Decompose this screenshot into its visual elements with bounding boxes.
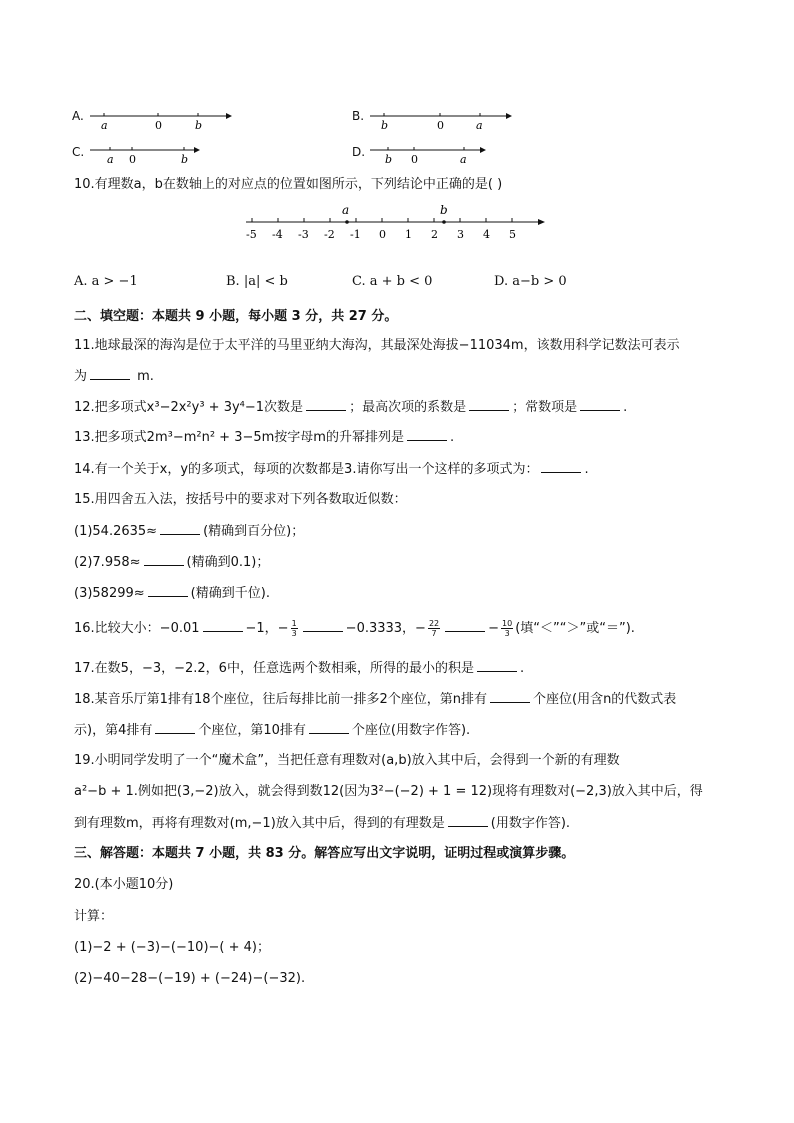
question-14-text-b: . bbox=[584, 462, 589, 477]
question-20-title: 20.(本小题10分) bbox=[74, 877, 174, 892]
tick-label: 1 bbox=[405, 228, 412, 241]
question-19-line2: a²−b + 1.例如把(3,−2)放入，就会得到数12(因为3²−(−2) + 1 = 12)现将有理数对(−2,3)放入其中后，得 bbox=[74, 784, 703, 799]
option-d bbox=[352, 142, 492, 166]
question-11-line1: 11.地球最深的海沟是位于太平洋的马里亚纳大海沟，其最深处海拔−11034m，该数用科学记数法可表示 bbox=[74, 338, 680, 353]
question-15-item-2-note: (精确到0.1)； bbox=[186, 555, 270, 570]
question-16-text-d: − bbox=[488, 621, 500, 636]
numerator: 10 bbox=[502, 619, 513, 628]
answer-blank[interactable] bbox=[407, 428, 447, 441]
option-b bbox=[352, 108, 512, 132]
tick-label: 5 bbox=[509, 228, 516, 241]
numerator: 1 bbox=[291, 619, 297, 628]
question-19-line3 bbox=[74, 814, 570, 833]
choice-c[interactable]: C. a + b < 0 bbox=[352, 274, 433, 289]
question-15-item-2 bbox=[74, 553, 269, 572]
answer-blank[interactable] bbox=[445, 619, 485, 632]
answer-blank[interactable] bbox=[90, 367, 130, 380]
answer-blank[interactable] bbox=[580, 398, 620, 411]
question-15-item-3-note: (精确到千位). bbox=[190, 586, 270, 601]
question-18-text-d: 个座位，第10排有 bbox=[198, 723, 306, 738]
question-18-text-c: 示)，第4排有 bbox=[74, 723, 153, 738]
question-17-text-a: 17.在数5，−3，−2.2，6中，任意选两个数相乘，所得的最小的积是 bbox=[74, 661, 474, 676]
answer-blank[interactable] bbox=[144, 553, 184, 566]
question-19-text-b: (用数字作答). bbox=[490, 816, 571, 831]
question-19-text-a: 到有理数m，再将有理数对(m,−1)放入其中后，得到的有理数是 bbox=[74, 816, 445, 831]
choice-a[interactable]: A. a > −1 bbox=[74, 274, 138, 289]
question-15-item-1 bbox=[74, 522, 304, 541]
section-3-heading: 三、解答题：本题共 7 小题，共 83 分。解答应写出文字说明，证明过程或演算步骤。 bbox=[74, 846, 575, 861]
question-12 bbox=[74, 398, 627, 417]
option-a-label-0: 0 bbox=[155, 119, 162, 132]
option-a-label-b: b bbox=[195, 119, 203, 132]
choice-b[interactable]: B. |a| < b bbox=[226, 274, 288, 289]
question-12-text-d: . bbox=[623, 400, 628, 415]
question-18-text-e: 个座位(用数字作答). bbox=[351, 723, 471, 738]
point-a-label: a bbox=[342, 203, 350, 217]
question-13-text-a: 13.把多项式2m³−m²n² + 3−5m按字母m的升幂排列是 bbox=[74, 430, 404, 445]
option-b-letter: B. bbox=[352, 109, 365, 123]
answer-blank[interactable] bbox=[477, 659, 517, 672]
answer-blank[interactable] bbox=[160, 522, 200, 535]
question-12-text-a: 12.把多项式x³−2x²y³ + 3y⁴−1次数是 bbox=[74, 400, 304, 415]
tick-label: -3 bbox=[298, 228, 309, 241]
tick-label: 3 bbox=[457, 228, 464, 241]
option-b-label-0: 0 bbox=[437, 119, 444, 132]
fraction-one-third bbox=[291, 619, 298, 638]
question-14 bbox=[74, 460, 589, 479]
tick-label: -2 bbox=[324, 228, 335, 241]
tick-label: -5 bbox=[246, 228, 257, 241]
option-d-letter: D. bbox=[352, 145, 366, 159]
point-b-label: b bbox=[440, 203, 448, 217]
option-a bbox=[72, 108, 232, 132]
question-17 bbox=[74, 659, 524, 678]
answer-blank[interactable] bbox=[309, 721, 349, 734]
question-16-text-e: (填“＜”“＞”或“＝”). bbox=[515, 621, 635, 636]
question-10-text: 10.有理数a，b在数轴上的对应点的位置如图所示，下列结论中正确的是( ) bbox=[74, 177, 503, 192]
numerator: 22 bbox=[428, 619, 440, 628]
question-16 bbox=[74, 618, 635, 640]
question-15-item-1-note: (精确到百分位)； bbox=[203, 524, 305, 539]
question-16-text-b: −1，− bbox=[245, 621, 289, 636]
option-b-label-a: a bbox=[476, 119, 483, 132]
question-13 bbox=[74, 428, 454, 447]
question-13-text-b: . bbox=[449, 430, 455, 445]
answer-blank[interactable] bbox=[203, 619, 243, 632]
question-14-text-a: 14.有一个关于x，y的多项式，每项的次数都是3.请你写出一个这样的多项式为： bbox=[74, 462, 539, 477]
question-20-part-1: (1)−2 + (−3)−(−10)−( + 4)； bbox=[74, 940, 270, 955]
question-11-line2 bbox=[74, 367, 154, 386]
question-11-text-b: m. bbox=[133, 369, 154, 384]
answer-blank[interactable] bbox=[306, 398, 346, 411]
question-12-text-b: ；最高次项的系数是 bbox=[349, 400, 467, 415]
question-20-part-2: (2)−40−28−(−19) + (−24)−(−32). bbox=[74, 971, 306, 986]
fraction-10-3 bbox=[501, 619, 513, 638]
option-c-label-0: 0 bbox=[129, 153, 136, 166]
point-a-dot bbox=[345, 220, 349, 224]
answer-blank[interactable] bbox=[448, 814, 488, 827]
option-c-number-line bbox=[86, 142, 206, 166]
fraction-22-7 bbox=[428, 619, 440, 638]
denominator: 3 bbox=[291, 629, 297, 638]
question-19-line1: 19.小明同学发明了一个“魔术盒”，当把任意有理数对(a,b)放入其中后，会得到一个新的有理数 bbox=[74, 753, 620, 768]
option-b-label-b: b bbox=[381, 119, 389, 132]
option-c-letter: C. bbox=[72, 145, 85, 159]
question-18-line2 bbox=[74, 721, 470, 740]
question-15-item-3 bbox=[74, 584, 270, 603]
option-c-label-a: a bbox=[107, 153, 114, 166]
tick-label: 2 bbox=[431, 228, 438, 241]
denominator: 7 bbox=[431, 629, 437, 638]
answer-blank[interactable] bbox=[541, 460, 581, 473]
question-18-text-b: 个座位(用含n的代数式表 bbox=[533, 692, 677, 707]
question-15-item-3-text: (3)58299≈ bbox=[74, 586, 145, 601]
question-10-number-line bbox=[240, 198, 560, 246]
question-10-choices bbox=[74, 274, 694, 292]
question-15-item-2-text: (2)7.958≈ bbox=[74, 555, 141, 570]
question-20-instruction: 计算： bbox=[74, 909, 114, 924]
option-c-label-b: b bbox=[181, 153, 189, 166]
option-b-number-line bbox=[366, 108, 516, 132]
option-d-label-0: 0 bbox=[411, 153, 418, 166]
section-2-heading: 二、填空题：本题共 9 小题，每小题 3 分，共 27 分。 bbox=[74, 309, 398, 324]
question-18-text-a: 18.某音乐厅第1排有18个座位，往后每排比前一排多2个座位，第n排有 bbox=[74, 692, 487, 707]
question-12-text-c: ；常数项是 bbox=[512, 400, 578, 415]
option-a-number-line bbox=[86, 108, 236, 132]
answer-blank[interactable] bbox=[303, 619, 343, 632]
question-16-text-a: 16.比较大小：−0.01 bbox=[74, 621, 200, 636]
answer-blank[interactable] bbox=[490, 690, 530, 703]
point-b-dot bbox=[442, 220, 446, 224]
tick-label: -1 bbox=[350, 228, 361, 241]
tick-label: 4 bbox=[483, 228, 490, 241]
option-d-label-b: b bbox=[385, 153, 393, 166]
question-11-text-a: 为 bbox=[74, 369, 88, 384]
question-17-text-b: . bbox=[519, 661, 525, 676]
answer-blank[interactable] bbox=[148, 584, 188, 597]
question-16-text-c: −0.3333，− bbox=[345, 621, 426, 636]
choice-d[interactable]: D. a−b > 0 bbox=[494, 274, 567, 289]
denominator: 3 bbox=[504, 629, 510, 638]
question-15-title: 15.用四舍五入法，按括号中的要求对下列各数取近似数： bbox=[74, 492, 407, 507]
question-15-item-1-text: (1)54.2635≈ bbox=[74, 524, 158, 539]
option-c bbox=[72, 142, 212, 166]
answer-blank[interactable] bbox=[155, 721, 195, 734]
option-d-number-line bbox=[366, 142, 496, 166]
option-d-label-a: a bbox=[460, 153, 467, 166]
tick-label: -4 bbox=[272, 228, 283, 241]
option-a-letter: A. bbox=[72, 109, 84, 123]
tick-label: 0 bbox=[379, 228, 386, 241]
answer-blank[interactable] bbox=[469, 398, 509, 411]
question-18-line1 bbox=[74, 690, 676, 709]
option-a-label-a: a bbox=[101, 119, 108, 132]
